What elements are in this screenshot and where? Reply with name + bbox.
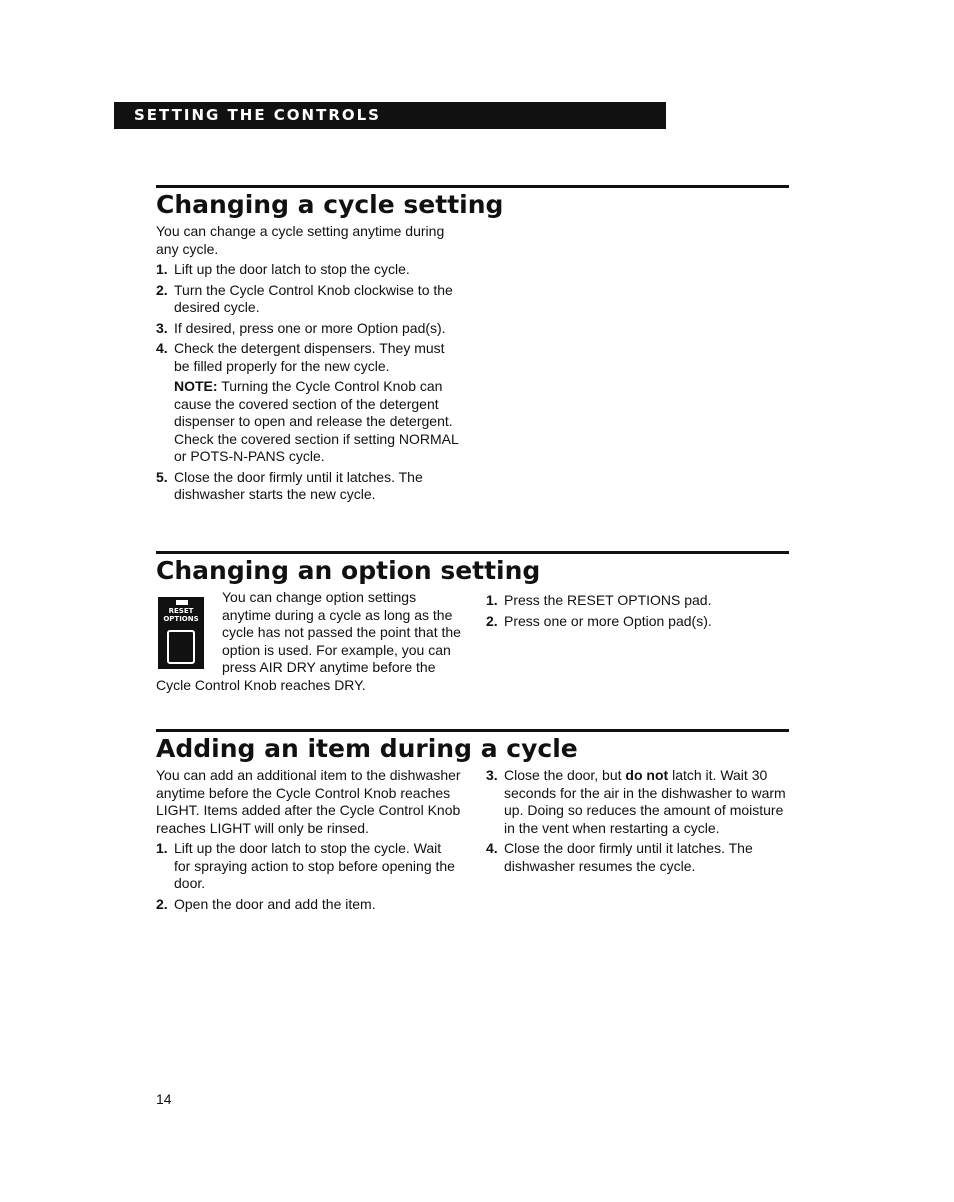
list-item: 2. Press one or more Option pad(s). <box>486 612 712 629</box>
section-rule <box>156 729 789 732</box>
list-item: 1. Lift up the door latch to stop the cycle. <box>156 261 410 277</box>
reset-options-pad-icon <box>158 597 204 669</box>
list-item: 3. If desired, press one or more Option pad(s). <box>156 319 446 336</box>
list-item: 2. Turn the Cycle Control Knob clockwise to the desired cycle. <box>156 281 453 315</box>
adding-item-steps-right <box>486 767 786 875</box>
list-item: 4. Check the detergent dispensers. They must be filled properly for the new cycle. NOTE: Turning the Cycle Control Knob can cause the covered section of the detergent dispenser to open and release the detergent. Check the covered section if setting NORMAL or POTS-N-PANS cycle. <box>156 340 461 466</box>
pad-button-icon <box>167 630 195 664</box>
pad-label: RESET OPTIONS <box>163 607 199 623</box>
section-banner: SETTING THE CONTROLS <box>114 102 666 129</box>
section-title-option-setting: Changing an option setting <box>156 556 541 585</box>
section-title-cycle-setting: Changing a cycle setting <box>156 190 504 219</box>
list-item: 2. Open the door and add the item. <box>156 895 376 912</box>
adding-item-intro: You can add an additional item to the dishwasher anytime before the Cycle Control Knob reaches LIGHT. Items added after the Cycle Control Knob reaches LIGHT will only be rinsed. <box>156 767 461 836</box>
list-item: 1. Press the RESET OPTIONS pad. <box>486 592 712 608</box>
note-text: Turning the Cycle Control Knob can cause the covered section of the detergent dispenser to open and release the detergent. Check the covered section if setting NORMAL or POTS-N-PANS cycle. <box>174 378 459 464</box>
note-label: NOTE: <box>174 378 218 394</box>
list-item: 4. Close the door firmly until it latches. The dishwasher resumes the cycle. <box>486 840 753 874</box>
indicator-light-icon <box>176 600 188 605</box>
note <box>174 378 461 466</box>
adding-item-steps-right-col <box>486 764 786 875</box>
option-setting-intro: You can change option settings anytime during a cycle as long as the cycle has not passed the point that the option is used. For example, you can press AIR DRY anytime before the Cycle Control Knob reaches DRY. <box>156 589 461 693</box>
cycle-setting-intro: You can change a cycle setting anytime during any cycle. <box>156 223 445 257</box>
reset-options-pad-illustration <box>156 593 212 673</box>
section-rule <box>156 551 789 554</box>
section-rule <box>156 185 789 188</box>
option-setting-body <box>156 589 461 694</box>
list-item: 5. Close the door firmly until it latches. The dishwasher starts the new cycle. <box>156 468 423 502</box>
cycle-setting-body <box>156 223 461 504</box>
list-item: 1. Lift up the door latch to stop the cycle. Wait for spraying action to stop before opening the door. <box>156 840 455 891</box>
option-setting-steps-col <box>486 589 786 630</box>
section-title-adding-item: Adding an item during a cycle <box>156 734 578 763</box>
page-number: 14 <box>156 1091 172 1107</box>
list-item: 3. Close the door, but do not latch it. Wait 30 seconds for the air in the dishwasher to warm up. Doing so reduces the amount of moisture in the vent when restarting a cycle. <box>486 767 786 836</box>
adding-item-body <box>156 767 461 913</box>
cycle-setting-steps <box>156 261 461 504</box>
adding-item-steps-left <box>156 840 461 913</box>
option-setting-steps <box>486 592 786 630</box>
